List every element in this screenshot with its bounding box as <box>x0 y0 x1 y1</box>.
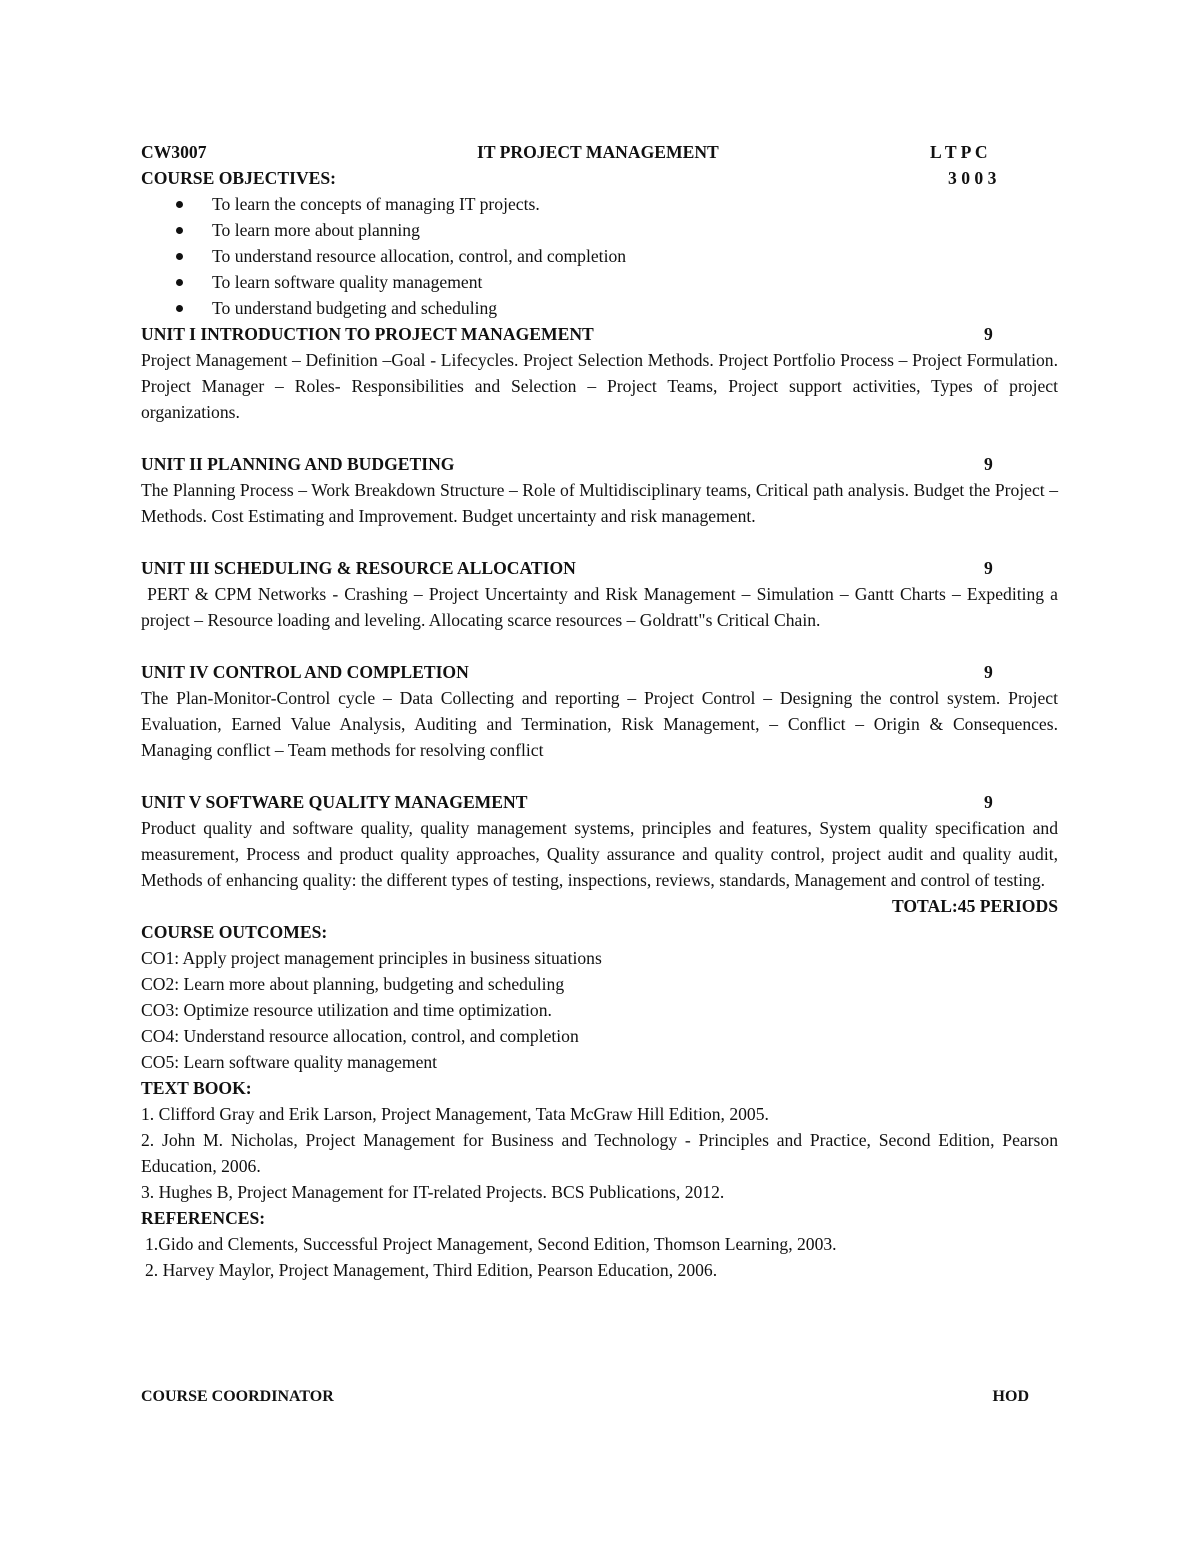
unit-5-heading <box>141 789 1058 815</box>
unit-title: UNIT IV CONTROL AND COMPLETION <box>141 662 469 682</box>
unit-4-body: The Plan-Monitor-Control cycle – Data Collecting and reporting – Project Control – Designing the control system. Project Evaluation, Earned Value Analysis, Auditing and Termination, Risk Management, – Conflict – Origin & Consequences. Managing conflict – Team methods for resolving conflict <box>141 688 1058 760</box>
objective-text: To understand budgeting and scheduling <box>212 298 498 318</box>
course-header <box>141 139 1058 165</box>
objective-text: To learn more about planning <box>212 220 420 240</box>
bullet-icon <box>176 227 183 234</box>
bullet-icon <box>176 305 183 312</box>
unit-title: UNIT I INTRODUCTION TO PROJECT MANAGEMENT <box>141 324 594 344</box>
unit-1-body: Project Management – Definition –Goal - Lifecycles. Project Selection Methods. Project Portfolio Process – Project Formulation. Project Manager – Roles- Responsibilities and Selection – Project Teams, Project support activities, Types of project organizations. <box>141 350 1058 422</box>
unit-2-heading <box>141 451 1058 477</box>
bullet-icon <box>176 279 183 286</box>
outcome-item: CO2: Learn more about planning, budgeting and scheduling <box>141 974 565 994</box>
unit-5-body: Product quality and software quality, quality management systems, principles and features, System quality specification and measurement, Process and product quality approaches, Quality assurance and quality control, project audit and quality audit, Methods of enhancing quality: the different types of testing, inspections, reviews, standards, Management and control of testing. <box>141 818 1058 890</box>
course-code: CW3007 <box>141 142 207 162</box>
ltpc-values: 3 0 0 3 <box>948 168 997 188</box>
course-coordinator-label: COURSE COORDINATOR <box>141 1388 334 1405</box>
reference-item: 2. Harvey Maylor, Project Management, Third Edition, Pearson Education, 2006. <box>145 1260 718 1280</box>
objective-text: To learn the concepts of managing IT projects. <box>212 194 540 214</box>
objectives-list <box>141 191 1058 321</box>
unit-hours: 9 <box>984 454 993 474</box>
hod-label: HOD <box>992 1388 1029 1405</box>
unit-title: UNIT V SOFTWARE QUALITY MANAGEMENT <box>141 792 528 812</box>
total-periods: TOTAL:45 PERIODS <box>891 896 1058 916</box>
unit-title: UNIT III SCHEDULING & RESOURCE ALLOCATION <box>141 558 576 578</box>
objective-item <box>176 295 1058 321</box>
unit-hours: 9 <box>984 662 993 682</box>
references-heading: REFERENCES: <box>141 1208 266 1228</box>
objectives-header-row <box>141 165 1058 191</box>
unit-hours: 9 <box>984 324 993 344</box>
unit-1-heading <box>141 321 1058 347</box>
unit-hours: 9 <box>984 558 993 578</box>
outcome-item: CO4: Understand resource allocation, control, and completion <box>141 1026 579 1046</box>
spacer <box>141 425 1058 451</box>
unit-2-body: The Planning Process – Work Breakdown Structure – Role of Multidisciplinary teams, Critical path analysis. Budget the Project – Methods. Cost Estimating and Improvement. Budget uncertainty and risk management. <box>141 480 1058 526</box>
outcome-item: CO1: Apply project management principles in business situations <box>141 948 602 968</box>
outcome-item: CO5: Learn software quality management <box>141 1052 438 1072</box>
outcomes-heading: COURSE OUTCOMES: <box>141 922 328 942</box>
textbook-heading: TEXT BOOK: <box>141 1078 252 1098</box>
unit-title: UNIT II PLANNING AND BUDGETING <box>141 454 455 474</box>
unit-hours: 9 <box>984 792 993 812</box>
unit-3-body: PERT & CPM Networks - Crashing – Project Uncertainty and Risk Management – Simulation – Gantt Charts – Expediting a project – Resource loading and leveling. Allocating scarce resources – Goldratt"s Critical Chain. <box>141 584 1063 630</box>
unit-4-heading <box>141 659 1058 685</box>
bullet-icon <box>176 253 183 260</box>
objective-item <box>176 243 1058 269</box>
objective-item <box>176 191 1058 217</box>
spacer <box>141 763 1058 789</box>
objective-text: To understand resource allocation, control, and completion <box>212 246 627 266</box>
bullet-icon <box>176 201 183 208</box>
textbook-item: 3. Hughes B, Project Management for IT-related Projects. BCS Publications, 2012. <box>141 1182 725 1202</box>
unit-3-heading <box>141 555 1058 581</box>
spacer <box>141 633 1058 659</box>
reference-item: 1.Gido and Clements, Successful Project Management, Second Edition, Thomson Learning, 2003. <box>145 1234 837 1254</box>
outcome-item: CO3: Optimize resource utilization and time optimization. <box>141 1000 552 1020</box>
objective-item <box>176 269 1058 295</box>
ltpc-label: L T P C <box>930 142 988 162</box>
signature-footer <box>141 1384 1029 1410</box>
spacer <box>141 529 1058 555</box>
syllabus-content <box>141 139 1063 1283</box>
objective-text: To learn software quality management <box>212 272 483 292</box>
textbook-item: 1. Clifford Gray and Erik Larson, Project Management, Tata McGraw Hill Edition, 2005. <box>141 1104 769 1124</box>
objective-item <box>176 217 1058 243</box>
objectives-heading: COURSE OBJECTIVES: <box>141 168 337 188</box>
course-title: IT PROJECT MANAGEMENT <box>477 142 719 162</box>
textbook-item: 2. John M. Nicholas, Project Management for Business and Technology - Principles and Practice, Second Edition, Pearson Education, 2006. <box>141 1130 1058 1176</box>
